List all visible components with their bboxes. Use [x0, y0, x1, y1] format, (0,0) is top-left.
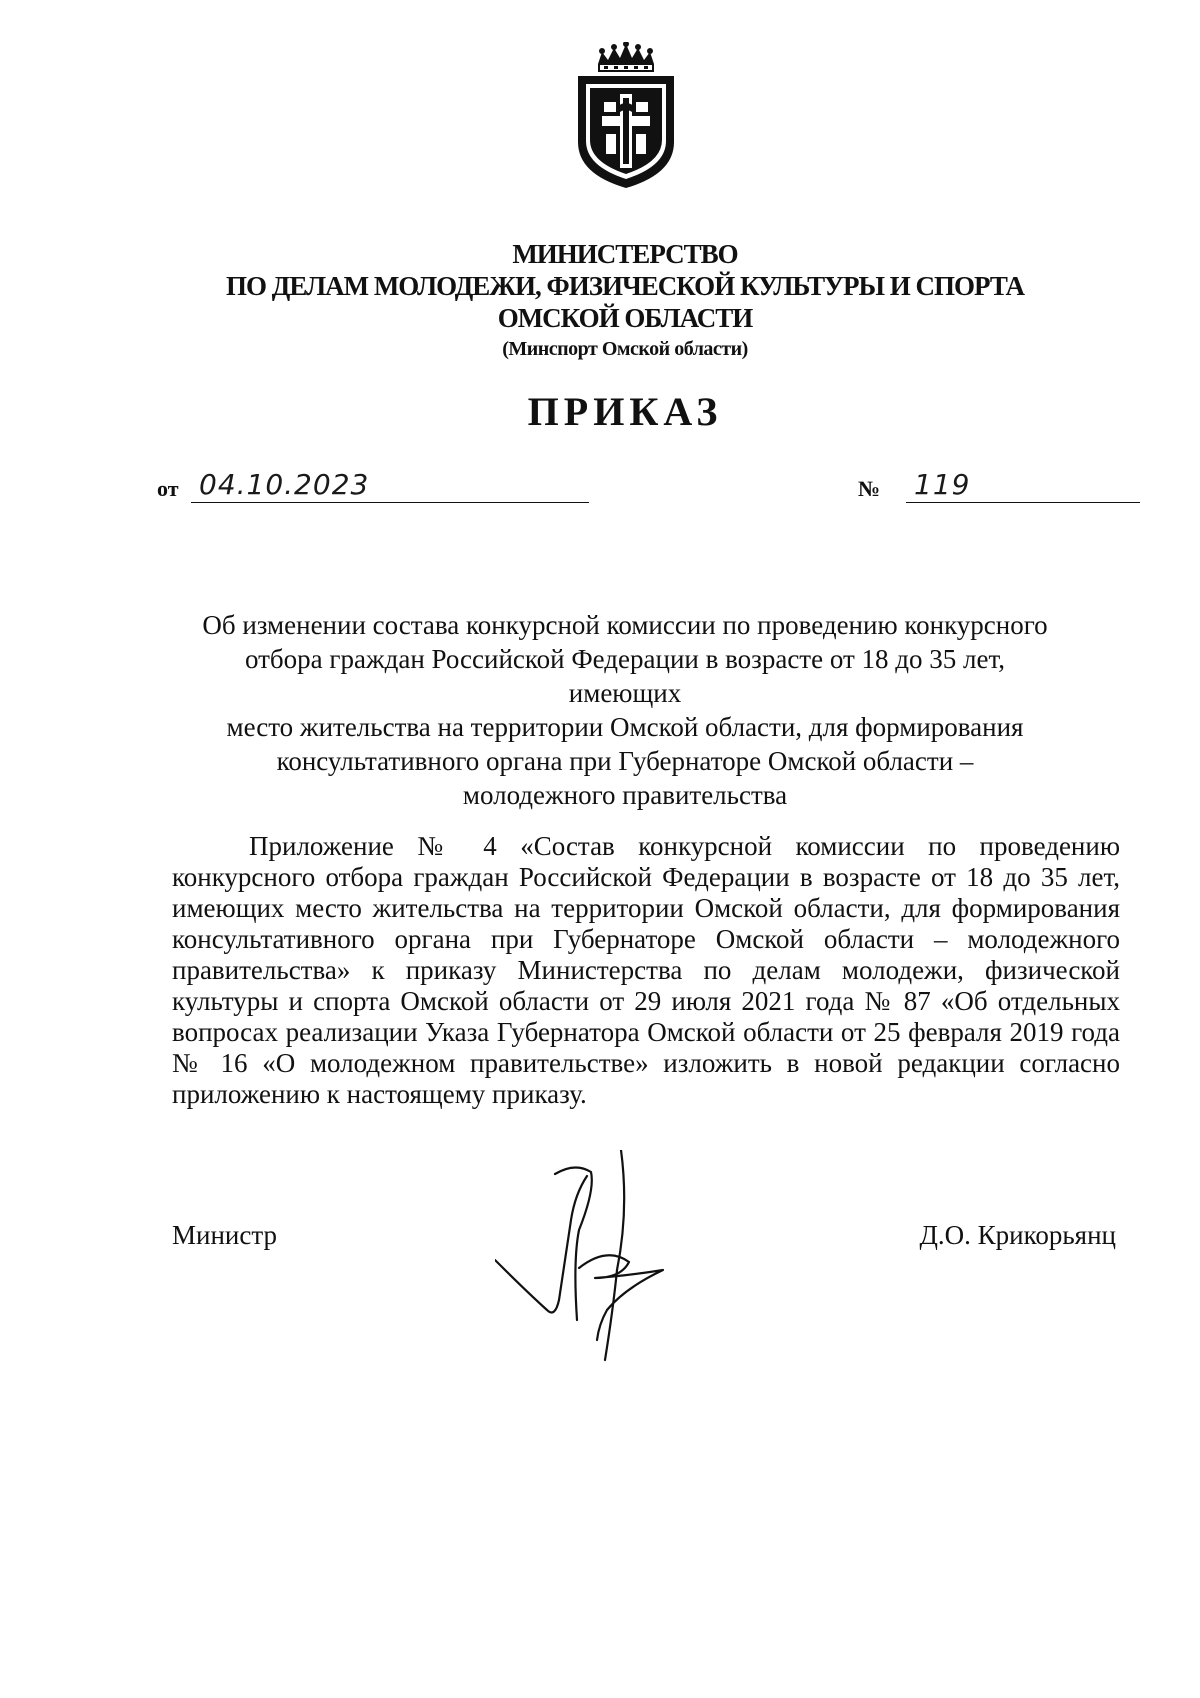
number-underline: [906, 502, 1140, 503]
ministry-line-2: ПО ДЕЛАМ МОЛОДЕЖИ, ФИЗИЧЕСКОЙ КУЛЬТУРЫ И СПОРТА: [225, 271, 1024, 301]
ministry-line-3: ОМСКОЙ ОБЛАСТИ: [497, 303, 753, 333]
ministry-name: [100, 238, 1150, 364]
subject-line: консультативного органа при Губернаторе Омской области –: [276, 746, 974, 776]
subject-line: Об изменении состава конкурсной комиссии по проведению конкурсного: [202, 610, 1048, 640]
number-label: №: [858, 476, 881, 501]
signer-name: Д.О. Крикорьянц: [919, 1220, 1116, 1250]
signer-title: Министр: [172, 1220, 277, 1250]
omsk-coat-of-arms-icon: [574, 42, 678, 190]
ministry-short-name: (Минспорт Омской области): [502, 338, 748, 360]
subject-line: место жительства на территории Омской области, для формирования: [226, 712, 1024, 742]
subject-line: отбора граждан Российской Федерации в возрасте от 18 до 35 лет, имеющих: [244, 644, 1005, 708]
document-type: ПРИКАЗ: [527, 389, 723, 434]
ministry-line-1: МИНИСТЕРСТВО: [512, 239, 738, 269]
number-value: 119: [914, 468, 971, 501]
date-value: 04.10.2023: [199, 468, 370, 501]
subject-line: молодежного правительства: [462, 780, 788, 810]
date-label: от: [157, 476, 179, 501]
date-underline: [191, 502, 589, 503]
handwritten-signature: [495, 1150, 725, 1380]
document-subject: [190, 608, 1060, 812]
body-paragraph: Приложение № 4 «Состав конкурсной комиссии по проведению конкурсного отбора граждан Российской Федерации в возрасте от 18 до 35 лет, имеющих место жительства на территории Омской области, для формирования консультативного органа при Губернаторе Омской области – молодежного правительства» к приказу Министерства по делам молодежи, физической культуры и спорта Омской области от 29 июля 2021 года № 87 «Об отдельных вопросах реализации Указа Губернатора Омской области от 25 февраля 2019 года № 16 «О молодежном правительстве» изложить в новой редакции согласно приложению к настоящему приказу.: [172, 831, 1120, 1109]
